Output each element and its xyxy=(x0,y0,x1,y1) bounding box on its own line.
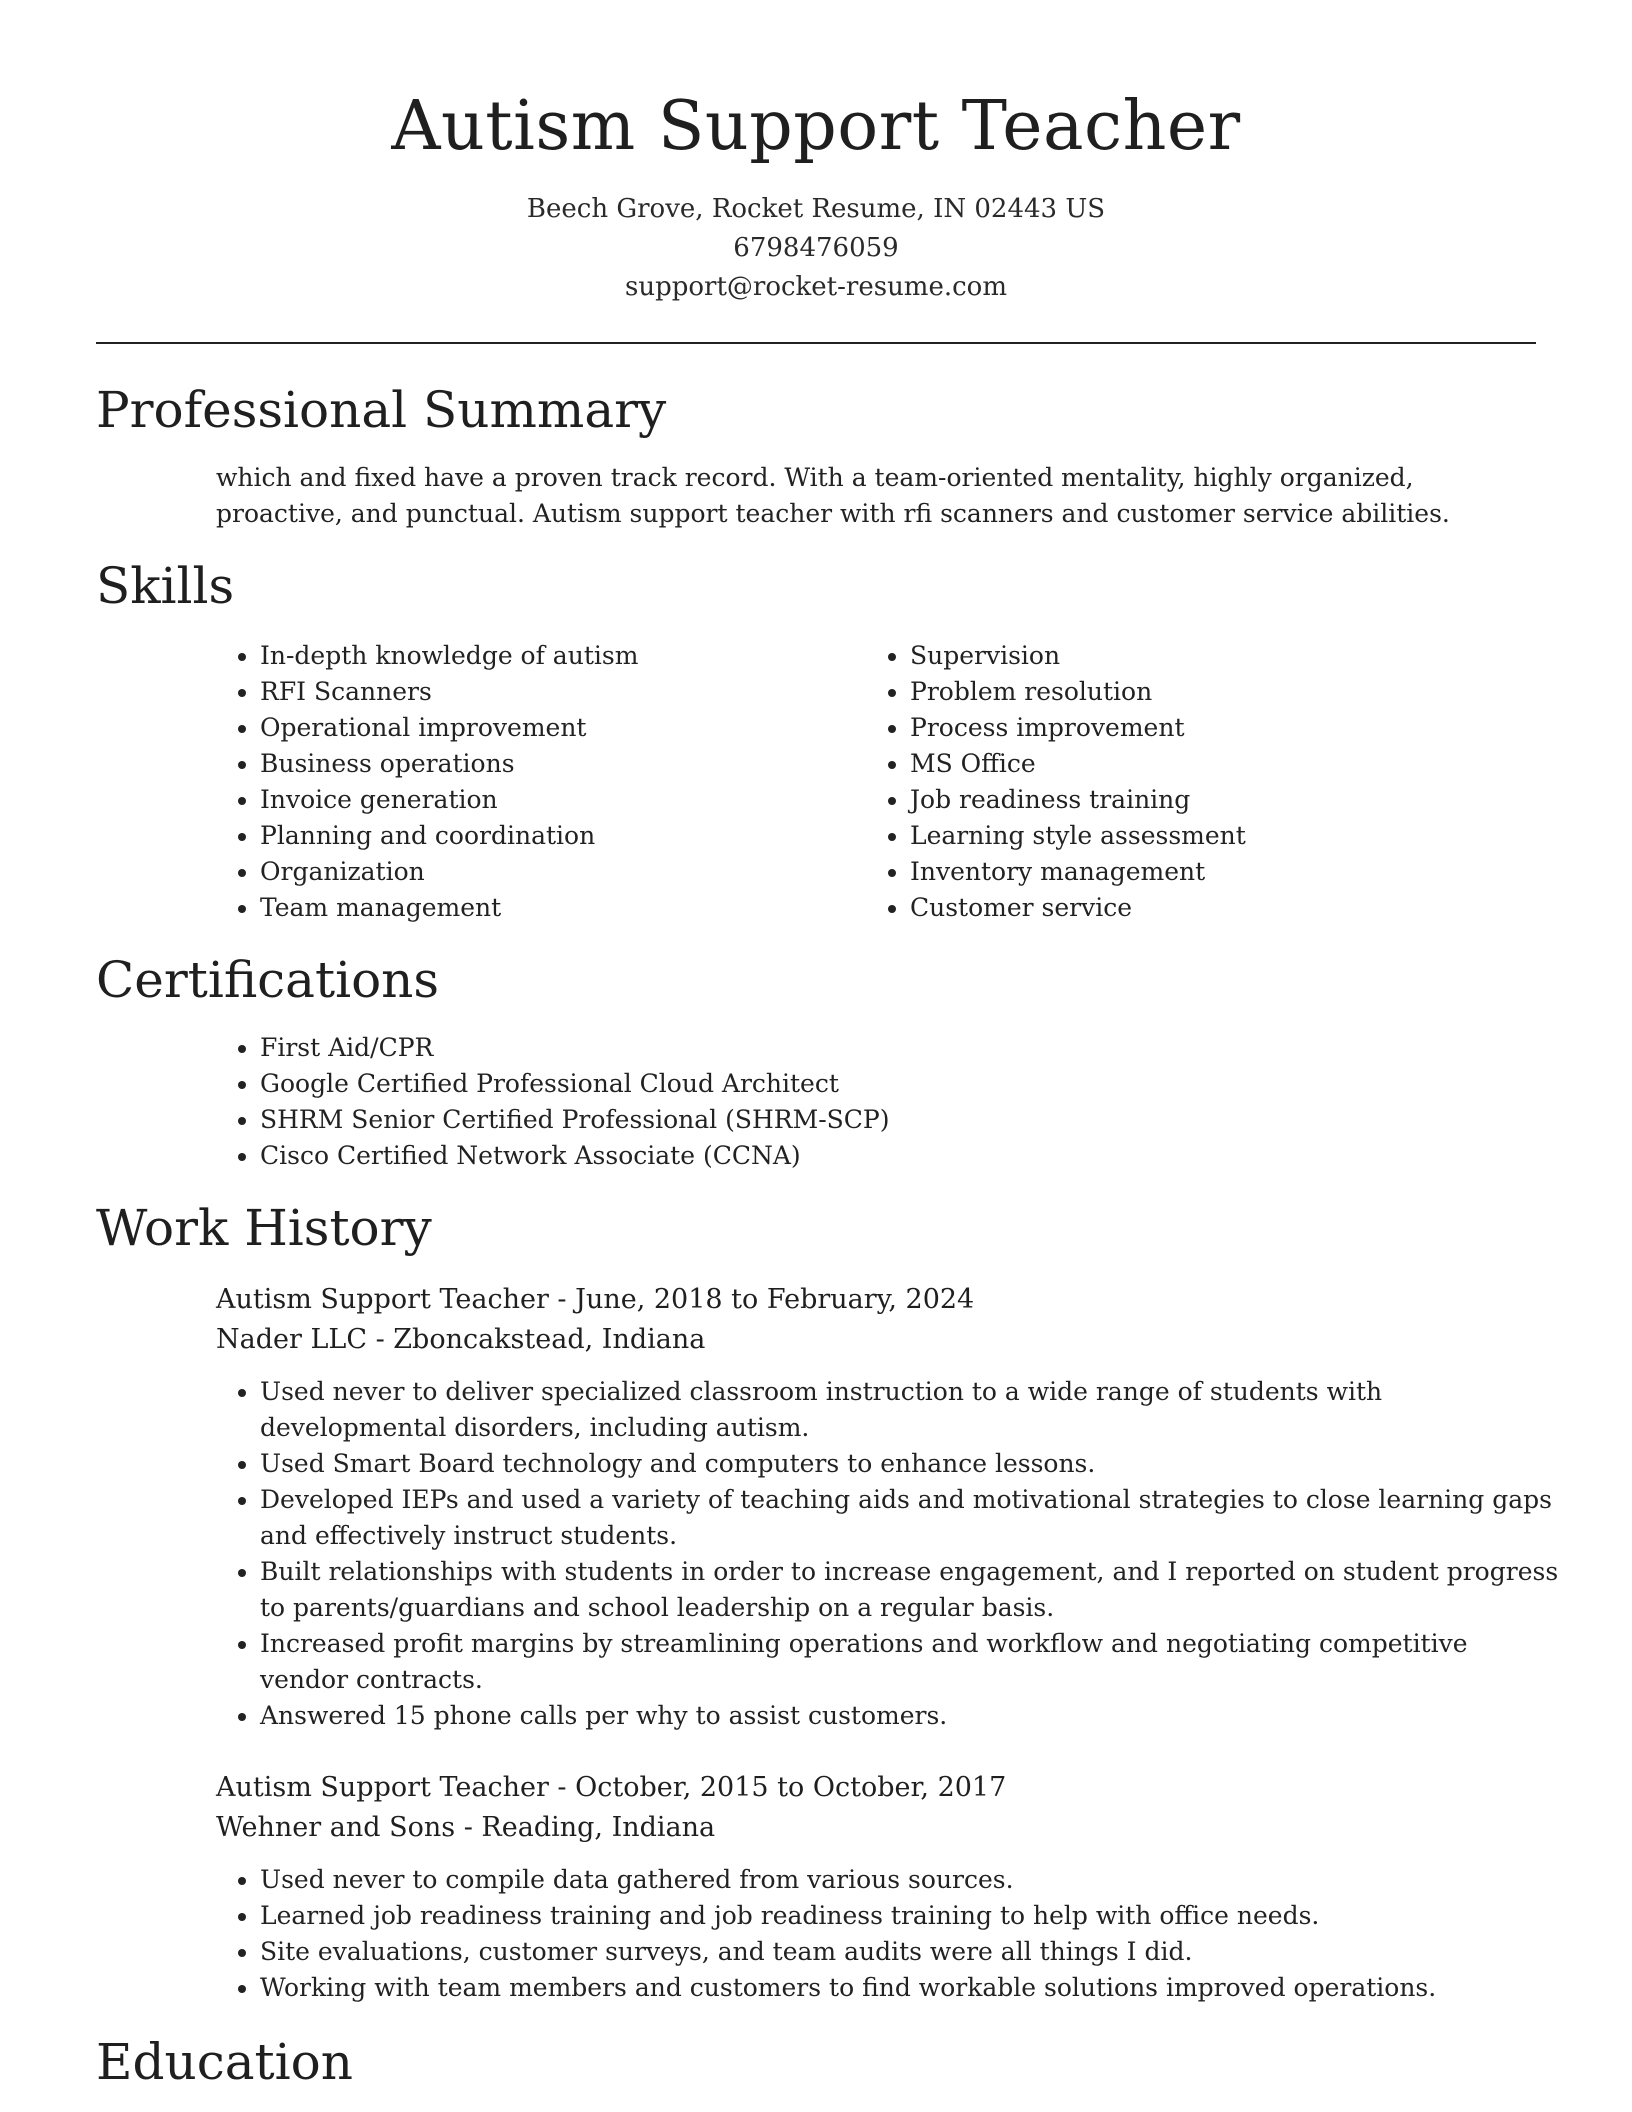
job-bullet: • Built relationships with students in order to increase engagement, and I reported on student progress to parents/guardians and school leadership on a regular basis. xyxy=(260,1554,1560,1626)
skill-item: • Problem resolution xyxy=(910,674,1470,710)
skills-heading: Skills xyxy=(96,557,235,615)
skill-item: • Job readiness training xyxy=(910,782,1470,818)
job-bullets xyxy=(216,1374,1560,1734)
job-bullets xyxy=(216,1862,1560,2006)
resume-header xyxy=(0,82,1632,307)
certifications-list xyxy=(216,1030,1560,1174)
header-divider xyxy=(96,342,1536,344)
education-heading: Education xyxy=(96,2033,353,2091)
skill-item: • Planning and coordination xyxy=(260,818,820,854)
skill-item: • Invoice generation xyxy=(260,782,820,818)
job-company-line: Nader LLC - Zboncakstead, Indiana xyxy=(216,1324,706,1355)
job-title-line: Autism Support Teacher - June, 2018 to February, 2024 xyxy=(216,1284,975,1315)
skill-item: • Process improvement xyxy=(910,710,1470,746)
skills-list-left xyxy=(216,638,820,926)
summary-heading: Professional Summary xyxy=(96,381,667,439)
skill-item: • Team management xyxy=(260,890,820,926)
job-bullet: • Learned job readiness training and job readiness training to help with office needs. xyxy=(260,1898,1560,1934)
summary-text: which and fixed have a proven track record. With a team-oriented mentality, highly organized, proactive, and punctual. Autism support teacher with rfi scanners and customer service abilities. xyxy=(216,463,1450,528)
skill-item: • Business operations xyxy=(260,746,820,782)
job-title-line: Autism Support Teacher - October, 2015 to October, 2017 xyxy=(216,1772,1007,1803)
skill-item: • Inventory management xyxy=(910,854,1470,890)
skill-item: • Operational improvement xyxy=(260,710,820,746)
skill-item: • Supervision xyxy=(910,638,1470,674)
candidate-name: Autism Support Teacher xyxy=(391,87,1241,166)
job-bullet: • Working with team members and customers to find workable solutions improved operations. xyxy=(260,1970,1560,2006)
job-bullet: • Used never to compile data gathered from various sources. xyxy=(260,1862,1560,1898)
job-bullet: • Increased profit margins by streamlining operations and workflow and negotiating competitive vendor contracts. xyxy=(260,1626,1560,1698)
skill-item: • RFI Scanners xyxy=(260,674,820,710)
certification-item: • SHRM Senior Certified Professional (SHRM-SCP) xyxy=(260,1102,1560,1138)
job-bullet: • Site evaluations, customer surveys, and team audits were all things I did. xyxy=(260,1934,1560,1970)
contact-phone: 6798476059 xyxy=(733,233,899,263)
certification-item: • First Aid/CPR xyxy=(260,1030,1560,1066)
job-bullet: • Used Smart Board technology and computers to enhance lessons. xyxy=(260,1446,1560,1482)
job-bullet: • Answered 15 phone calls per why to assist customers. xyxy=(260,1698,1560,1734)
skill-item: • Organization xyxy=(260,854,820,890)
work-history-heading: Work History xyxy=(96,1199,432,1257)
skill-item: • Learning style assessment xyxy=(910,818,1470,854)
job-bullet: • Developed IEPs and used a variety of teaching aids and motivational strategies to close learning gaps and effectively instruct students. xyxy=(260,1482,1560,1554)
contact-address: Beech Grove, Rocket Resume, IN 02443 US xyxy=(526,194,1106,224)
job-bullet: • Used never to deliver specialized classroom instruction to a wide range of students with developmental disorders, including autism. xyxy=(260,1374,1560,1446)
contact-email: support@rocket-resume.com xyxy=(624,272,1007,302)
certification-item: • Cisco Certified Network Associate (CCNA) xyxy=(260,1138,1560,1174)
skill-item: • Customer service xyxy=(910,890,1470,926)
job-company-line: Wehner and Sons - Reading, Indiana xyxy=(216,1812,716,1843)
skill-item: • In-depth knowledge of autism xyxy=(260,638,820,674)
certification-item: • Google Certified Professional Cloud Architect xyxy=(260,1066,1560,1102)
skills-list-right xyxy=(866,638,1470,926)
certifications-heading: Certifications xyxy=(96,951,440,1009)
skill-item: • MS Office xyxy=(910,746,1470,782)
